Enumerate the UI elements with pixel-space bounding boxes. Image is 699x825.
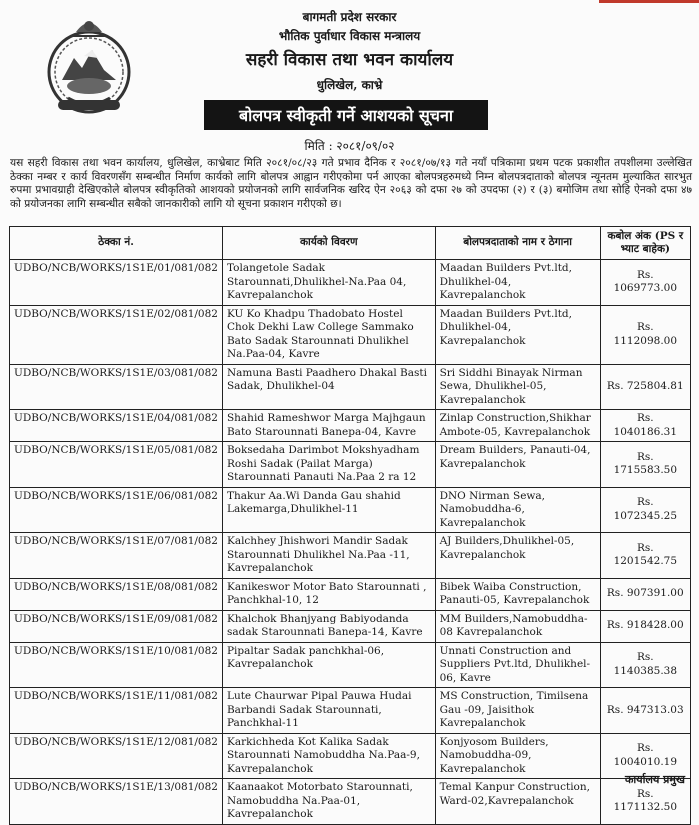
bidder-name: Maadan Builders Pvt.ltd, Dhulikhel-04, Kavrepalanchok xyxy=(435,260,600,306)
table-row xyxy=(10,260,691,306)
contract-no: UDBO/NCB/WORKS/1S1E/09/081/082 xyxy=(10,610,223,642)
bidder-name: AJ Builders,Dhulikhel-05, Kavrepalanchok xyxy=(435,533,600,579)
bidder-name: Konjyosom Builders, Namobuddha-09, Kavrepalanchok xyxy=(435,733,600,779)
work-description: Kalchhey Jhishwori Mandir Sadak Starounnati Dhulikhel Na.Paa -11, Kavrepalanchok xyxy=(222,533,435,579)
contract-no: UDBO/NCB/WORKS/1S1E/07/081/082 xyxy=(10,533,223,579)
bid-amount: Rs. 725804.81 xyxy=(600,364,690,410)
contract-no: UDBO/NCB/WORKS/1S1E/04/081/082 xyxy=(10,410,223,442)
work-description: Tolangetole Sadak Starounnati,Dhulikhel-Na.Paa 04, Kavrepalanchok xyxy=(222,260,435,306)
bidder-name: Temal Kanpur Construction, Ward-02,Kavrepalanchok xyxy=(435,779,600,825)
bid-amount: Rs. 1140385.38 xyxy=(600,642,690,688)
bid-amount: Rs. 918428.00 xyxy=(600,610,690,642)
contract-no: UDBO/NCB/WORKS/1S1E/02/081/082 xyxy=(10,305,223,364)
contract-no: UDBO/NCB/WORKS/1S1E/13/081/082 xyxy=(10,779,223,825)
work-description: KU Ko Khadpu Thadobato Hostel Chok Dekhi Law College Sammako Bato Sadak Starounnati Dhulikhel Na.Paa-04, Kavre xyxy=(222,305,435,364)
notice-date: मिति : २०८१/०९/०२ xyxy=(304,139,395,153)
bid-amount: Rs. 1715583.50 xyxy=(600,442,690,488)
work-description: Kanikeswor Motor Bato Starounnati , Panchkhal-10, 12 xyxy=(222,578,435,610)
work-description: Lute Chaurwar Pipal Pauwa Hudai Barbandi Sadak Starounnati, Panchkhal-11 xyxy=(222,688,435,734)
table-header-row xyxy=(10,227,691,260)
bid-amount: Rs. 947313.03 xyxy=(600,688,690,734)
office-location: धुलिखेल, काभ्रे xyxy=(316,78,383,92)
table-row xyxy=(10,410,691,442)
notice-title-banner: बोलपत्र स्वीकृती गर्ने आशयको सूचना xyxy=(204,100,488,130)
bidder-name: Dream Builders, Panauti-04, Kavrepalanchok xyxy=(435,442,600,488)
contract-no: UDBO/NCB/WORKS/1S1E/03/081/082 xyxy=(10,364,223,410)
work-description: Khalchok Bhanjyang Babiyodanda sadak Starounnati Banepa-14, Kavre xyxy=(222,610,435,642)
work-description: Karkichheda Kot Kalika Sadak Starounnati Namobuddha Na.Paa-9, Kavrepalanchok xyxy=(222,733,435,779)
bid-amount: Rs. 907391.00 xyxy=(600,578,690,610)
work-description: Shahid Rameshwor Marga Majhgaun Bato Starounnati Banepa-04, Kavre xyxy=(222,410,435,442)
bid-amount: Rs. 1201542.75 xyxy=(600,533,690,579)
office-chief-signature: कार्यालय प्रमुख xyxy=(624,773,685,786)
contract-no: UDBO/NCB/WORKS/1S1E/08/081/082 xyxy=(10,578,223,610)
work-description: Thakur Aa.Wi Danda Gau shahid Lakemarga,Dhulikhel-11 xyxy=(222,487,435,533)
table-row xyxy=(10,610,691,642)
bid-amount: Rs. 1040186.31 xyxy=(600,410,690,442)
table-row xyxy=(10,642,691,688)
contract-no: UDBO/NCB/WORKS/1S1E/06/081/082 xyxy=(10,487,223,533)
header-amount: कबोल अंक (PS र भ्याट बाहेक) xyxy=(600,227,690,260)
letterhead xyxy=(0,0,699,128)
bid-amount: Rs. 1112098.00 xyxy=(600,305,690,364)
table-row xyxy=(10,533,691,579)
bid-amount: Rs. 1004010.19 xyxy=(600,733,690,779)
work-description: Kaanaakot Motorbato Starounnati, Namobuddha Na.Paa-01, Kavrepalanchok xyxy=(222,779,435,825)
table-row xyxy=(10,487,691,533)
province-government: बागमती प्रदेश सरकार xyxy=(302,10,397,24)
bid-amount: Rs. 1171132.50 xyxy=(600,779,690,825)
work-description: Pipaltar Sadak panchkhal-06, Kavrepalanchok xyxy=(222,642,435,688)
bidder-name: Bibek Waiba Construction, Panauti-05, Kavrepalanchok xyxy=(435,578,600,610)
table-row xyxy=(10,442,691,488)
header-contract-no: ठेक्का नं. xyxy=(10,227,223,260)
bidder-name: Maadan Builders Pvt.ltd, Dhulikhel-04, Kavrepalanchok xyxy=(435,305,600,364)
contract-no: UDBO/NCB/WORKS/1S1E/05/081/082 xyxy=(10,442,223,488)
bid-amount: Rs. 1069773.00 xyxy=(600,260,690,306)
table-row xyxy=(10,305,691,364)
work-description: Boksedaha Darimbot Mokshyadham Roshi Sadak (Pailat Marga) Starounnati Panauti Na.Paa 2 ra 12 xyxy=(222,442,435,488)
bidder-name: MM Builders,Namobuddha-08 Kavrepalanchok xyxy=(435,610,600,642)
bidder-name: Zinlap Construction,Shikhar Ambote-05, Kavrepalanchok xyxy=(435,410,600,442)
bidder-name: Sri Siddhi Binayak Nirman Sewa, Dhulikhel-05, Kavrepalanchok xyxy=(435,364,600,410)
header-bidder: बोलपत्रदाताको नाम र ठेगाना xyxy=(435,227,600,260)
bid-acceptance-table xyxy=(9,226,691,825)
office-name: सहरी विकास तथा भवन कार्यालय xyxy=(245,50,454,70)
table-row xyxy=(10,779,691,825)
header-description: कार्यको विवरण xyxy=(222,227,435,260)
contract-no: UDBO/NCB/WORKS/1S1E/10/081/082 xyxy=(10,642,223,688)
contract-no: UDBO/NCB/WORKS/1S1E/01/081/082 xyxy=(10,260,223,306)
notice-paragraph: यस सहरी विकास तथा भवन कार्यालय, धुलिखेल, काभ्रेबाट मिति २०८१/०८/२३ गते प्रभाव दैनिक र २०८१/०७/१३ गते नयाँ पत्रिकामा प्रथम पटक प्रकाशीत तपशीलमा उल्लेखित ठेक्का नम्बर र कार्य विवरणसँग सम्बन्धीत निर्माण कार्यको लागि बोलपत्र आह्वान गरीएकोमा पर्न आएका बोलपत्रहरुमध्ये निम्न बोलपत्रदाताको बोलपत्र न्यूनतम मुल्याकित सारभुत रुपमा प्रभावग्राही देखिएकोले बोलपत्र स्वीकृतिको आशयको प्रयोजनको लागि सार्वजनिक खरिद ऐन २०६३ को दफा २७ को उपदफा (२) र (३) बमोजिम तथा सोहि ऐनको दफा ४७ को प्रयोजनका लागि सम्बन्धीत सबैको जानकारीको लागि यो सूचना प्रकाशन गरीएको छ। xyxy=(10,157,692,210)
work-description: Namuna Basti Paadhero Dhakal Basti Sadak, Dhulikhel-04 xyxy=(222,364,435,410)
table-row xyxy=(10,578,691,610)
bidder-name: Unnati Construction and Suppliers Pvt.ltd, Dhulikhel-06, Kavre xyxy=(435,642,600,688)
ministry-name: भौतिक पुर्वाधार विकास मन्त्रालय xyxy=(278,29,421,43)
contract-no: UDBO/NCB/WORKS/1S1E/12/081/082 xyxy=(10,733,223,779)
bidder-name: DNO Nirman Sewa, Namobuddha-6, Kavrepalanchok xyxy=(435,487,600,533)
contract-no: UDBO/NCB/WORKS/1S1E/11/081/082 xyxy=(10,688,223,734)
table-row xyxy=(10,733,691,779)
table-row xyxy=(10,688,691,734)
bidder-name: MS Construction, Timilsena Gau -09, Jaisithok Kavrepalanchok xyxy=(435,688,600,734)
table-row xyxy=(10,364,691,410)
bid-amount: Rs. 1072345.25 xyxy=(600,487,690,533)
